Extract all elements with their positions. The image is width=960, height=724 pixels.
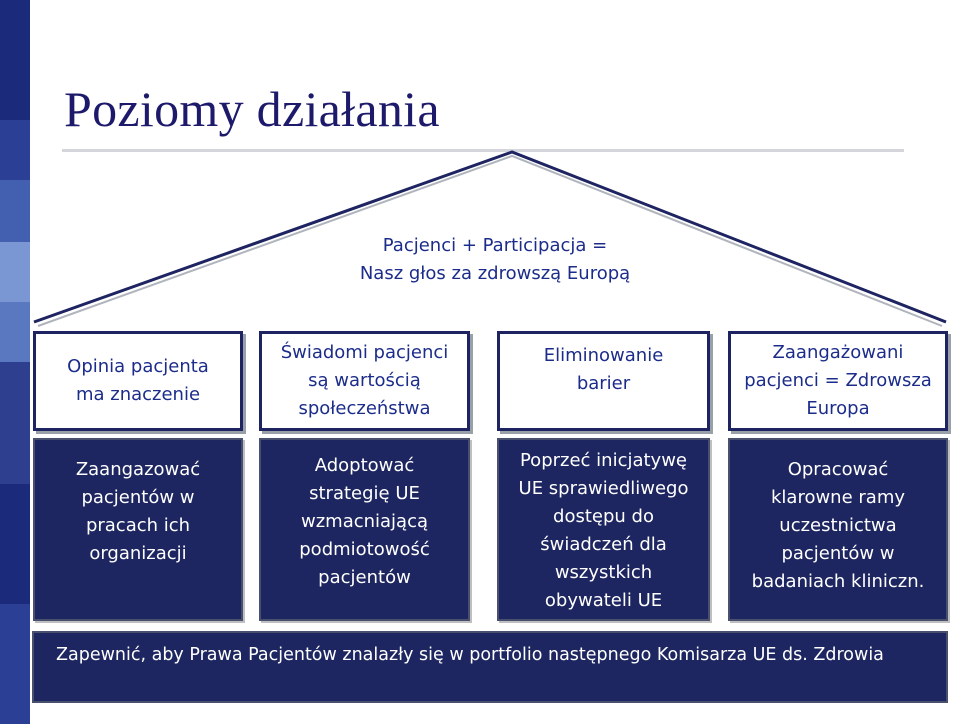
header-line: pacjenci = Zdrowsza <box>744 370 932 391</box>
header-line: Zaangażowani <box>772 342 904 363</box>
pillar-4-header <box>728 331 948 431</box>
header-line: społeczeństwa <box>298 398 431 419</box>
body-line: Adoptować <box>314 455 415 476</box>
body-line: strategię UE <box>309 483 420 504</box>
body-line: klarowne ramy <box>770 487 905 508</box>
body-line: pacjentów <box>318 567 411 588</box>
pillar-1-header <box>33 331 243 431</box>
page-title: Poziomy działania <box>64 81 440 137</box>
header-line: ma znaczenie <box>75 384 201 405</box>
sidebar-segment <box>0 484 30 604</box>
pillar-4-body <box>728 438 948 621</box>
body-line: Zaangazować <box>75 459 201 480</box>
pillar-2-header <box>259 331 470 431</box>
sidebar-segment <box>0 604 30 724</box>
header-line: Europa <box>806 398 870 419</box>
pillar-1-body <box>33 438 243 621</box>
body-line: pacjentów w <box>81 487 195 508</box>
header-line: barier <box>576 373 631 394</box>
foundation-bar <box>32 631 948 703</box>
foundation-text: Zapewnić, aby Prawa Pacjentów znalazły się w portfolio następnego Komisarza UE ds. Zdrowia <box>56 645 884 665</box>
sidebar-segment <box>0 362 30 484</box>
roof-line-1: Pacjenci + Participacja = <box>382 235 608 256</box>
body-line: świadczeń dla <box>540 534 667 555</box>
header-line: Eliminowanie <box>543 345 664 366</box>
body-line: Poprzeć inicjatywę <box>519 450 688 471</box>
header-line: Świadomi pacjenci <box>280 342 449 363</box>
body-line: badaniach kliniczn. <box>751 571 925 592</box>
header-line: Opinia pacjenta <box>67 356 209 377</box>
body-line: pracach ich <box>85 515 191 536</box>
header-line: są wartością <box>308 370 421 391</box>
body-line: wzmacniającą <box>300 511 429 532</box>
body-line: obywateli UE <box>544 590 663 611</box>
body-line: UE sprawiedliwego <box>518 478 689 499</box>
roof-text <box>355 232 635 288</box>
roof-line-2: Nasz głos za zdrowszą Europą <box>359 263 631 284</box>
body-line: wszystkich <box>554 562 653 583</box>
body-line: podmiotowość <box>299 539 430 560</box>
body-line: Opracować <box>787 459 889 480</box>
body-line: uczestnictwa <box>779 515 897 536</box>
roof-triangle <box>0 0 960 340</box>
pillar-3-header <box>497 331 710 431</box>
body-line: dostępu do <box>553 506 654 527</box>
body-line: pacjentów w <box>781 543 895 564</box>
pillar-2-body <box>259 438 470 621</box>
body-line: organizacji <box>89 543 187 564</box>
pillar-3-body <box>497 438 710 621</box>
